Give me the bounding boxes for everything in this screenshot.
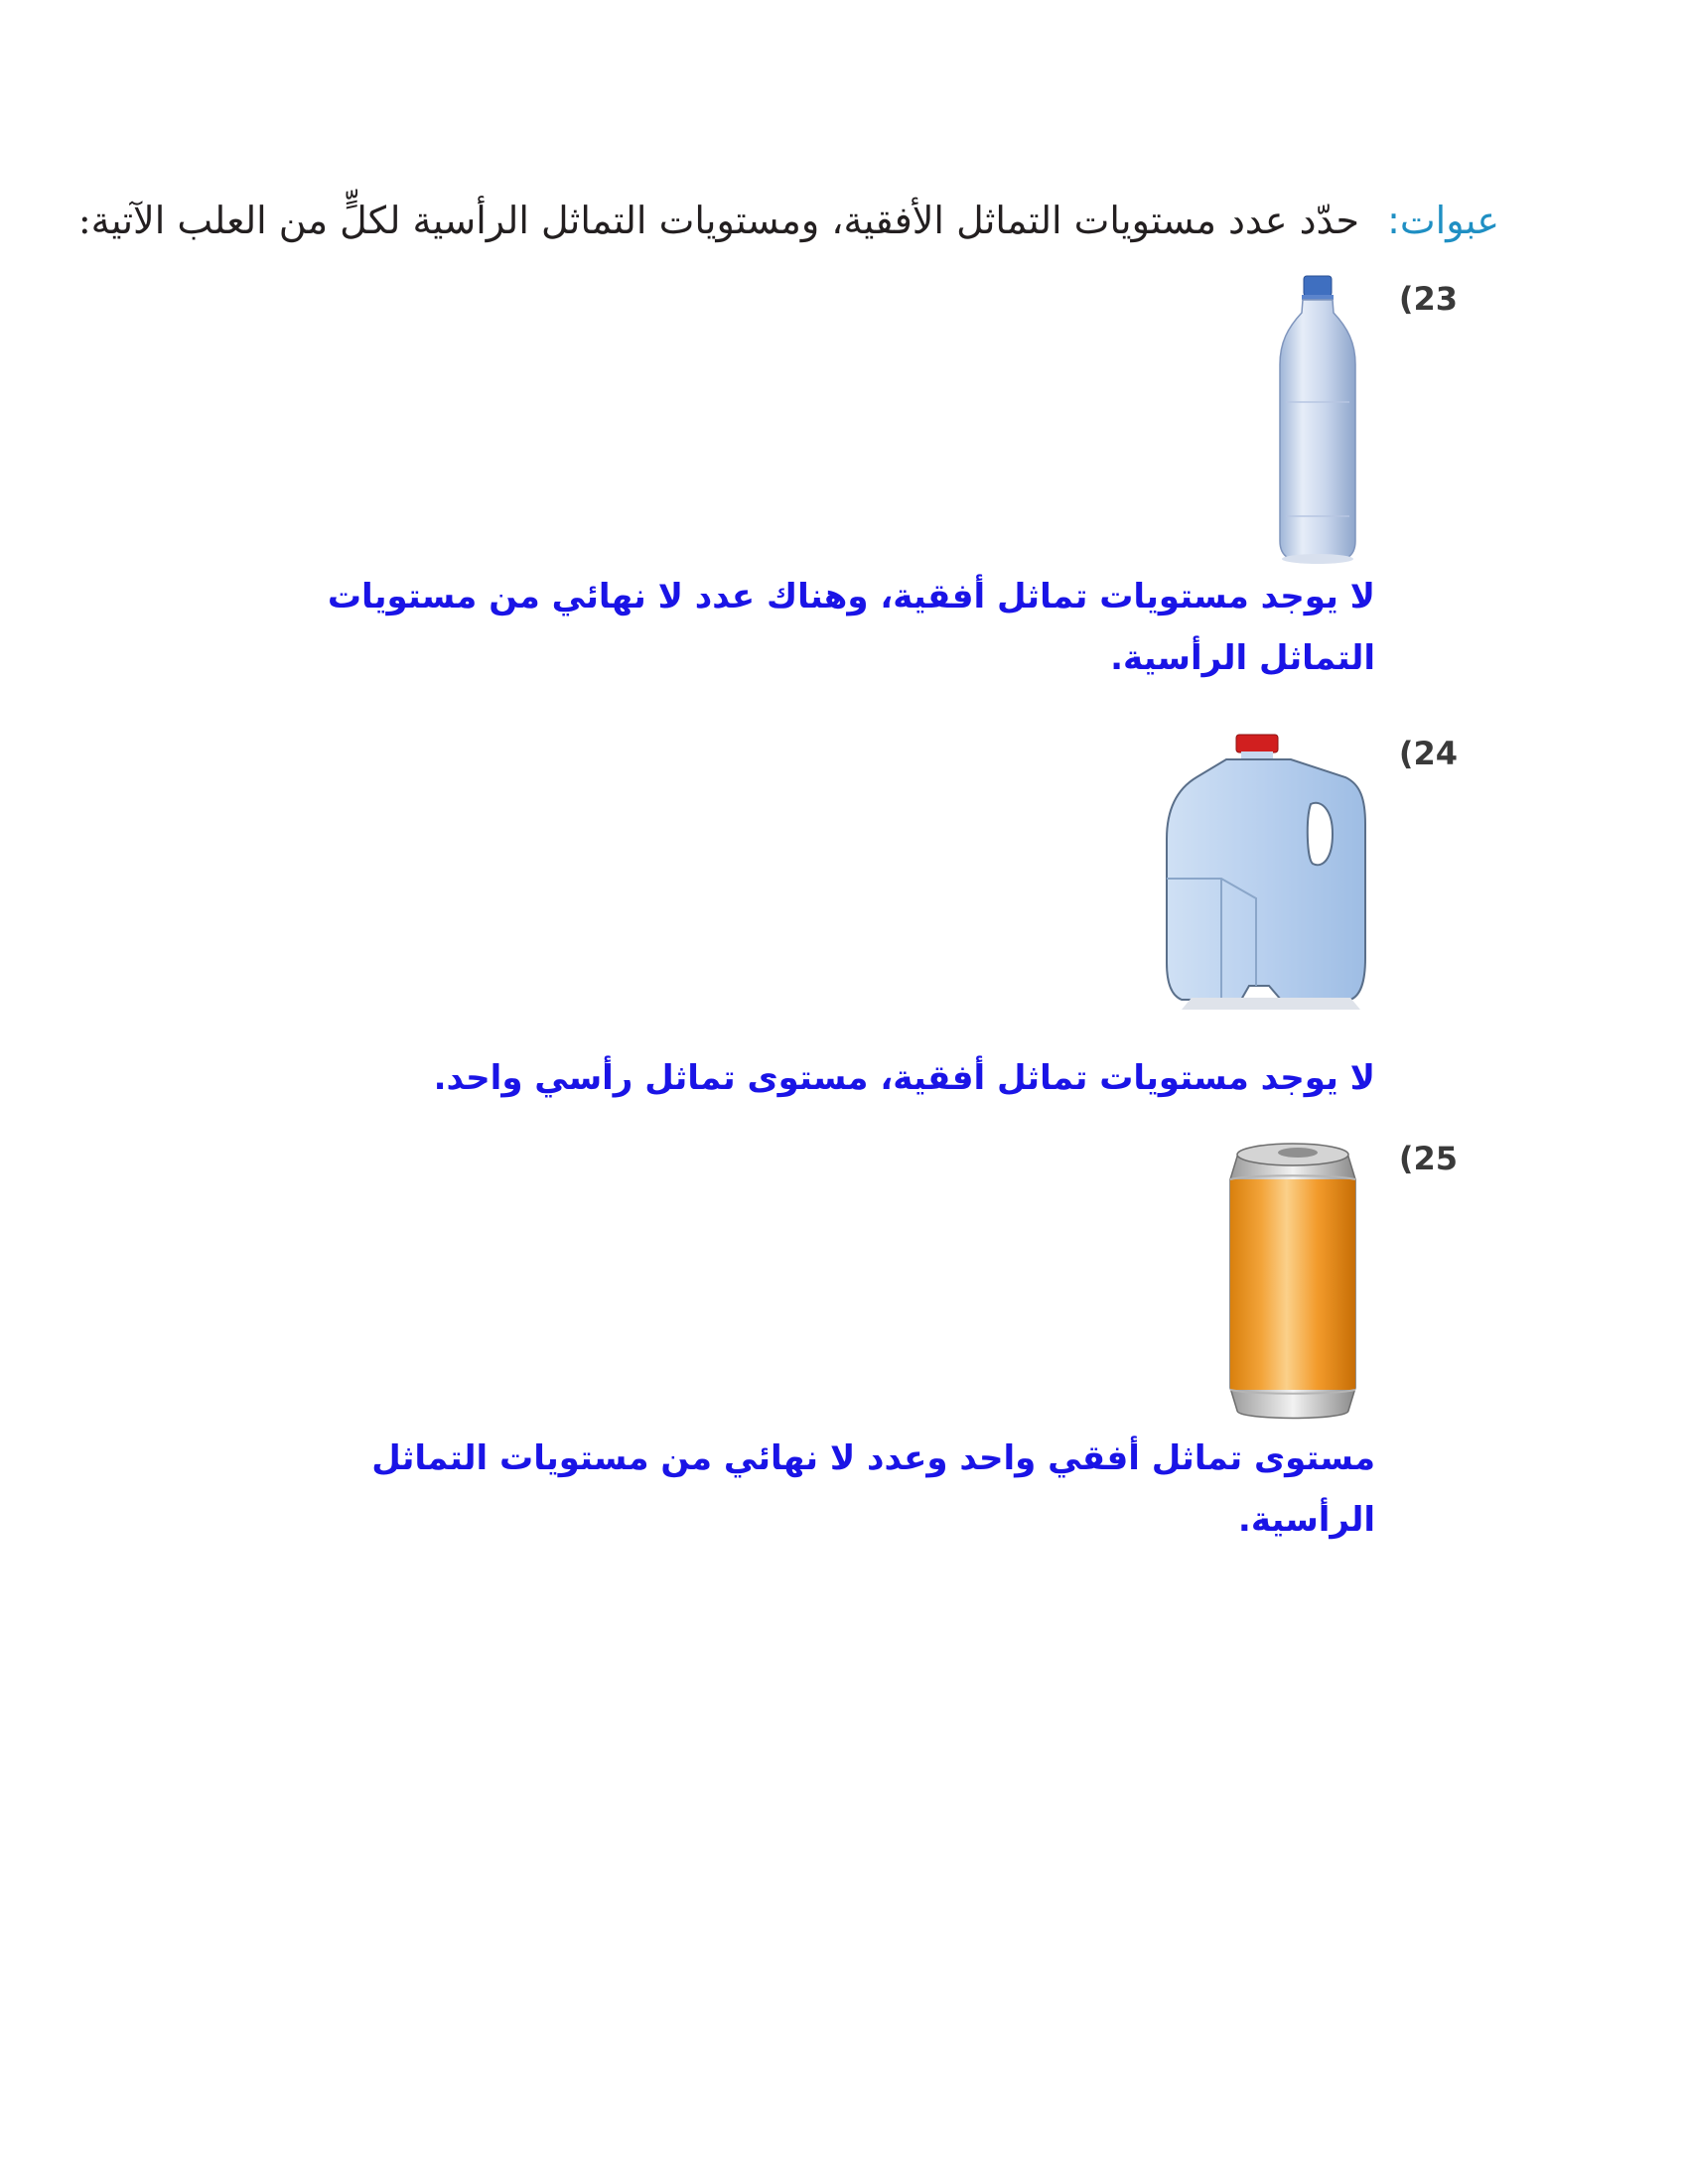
milk-jug-icon — [1162, 730, 1380, 1027]
answer-23: لا يوجد مستويات تماثل أفقية، وهناك عدد لا نهائي من مستويات التماثل الرأسية. — [327, 577, 1375, 678]
exercise-label: عبوات: — [1387, 199, 1499, 242]
soda-can-icon — [1223, 1135, 1362, 1423]
answer-25: مستوى تماثل أفقي واحد وعدد لا نهائي من مستويات التماثل الرأسية. — [371, 1438, 1375, 1540]
exercise-header — [77, 199, 1499, 242]
answer-24: لا يوجد مستويات تماثل أفقية، مستوى تماثل رأسي واحد. — [433, 1058, 1375, 1098]
question-number-24: (24 — [1398, 735, 1458, 772]
exercise-instruction: حدّد عدد مستويات التماثل الأفقية، ومستويات التماثل الرأسية لكلٍّ من العلب الآتية: — [77, 199, 1359, 242]
water-bottle-icon — [1276, 273, 1360, 571]
question-number-25: (25 — [1398, 1140, 1458, 1177]
question-number-23: (23 — [1398, 280, 1458, 318]
